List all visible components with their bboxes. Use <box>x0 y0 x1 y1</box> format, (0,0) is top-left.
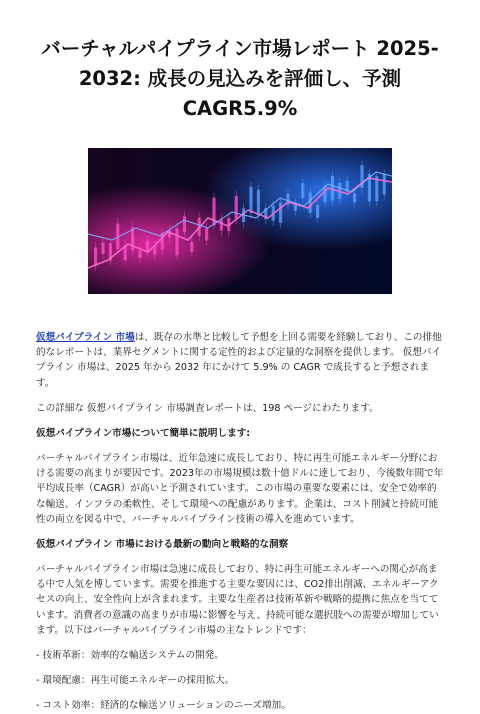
candle-body <box>249 187 252 213</box>
article-body <box>36 330 444 714</box>
candle-body <box>220 219 223 230</box>
candle-body <box>138 250 141 258</box>
candle-body <box>279 202 282 222</box>
section1-body: バーチャルパイプライン市場は、近年急速に成長しており、特に再生可能エネルギー分野における需要の高まりが要因です。2023年の市場規模は数十億ドルに達しており、今後数年間で年平均成長率（CAGR）が高いと予測されています。この市場の重要な要素には、安全で効率的な輸送、インフラの柔軟性、そして環境への配慮があります。企業は、コスト削減と持続可能性の両立を図る中で、バーチャルパイプライン技術の導入を進めています。 <box>36 453 444 525</box>
candle-body <box>301 183 304 198</box>
intro-text: は、既存の水準と比較して予想を上回る需要を経験しており、この排他的なレポートは、業界セグメントに関する定性的および定量的な洞察を提供します。 仮想パイプライン 市場は、2025 年から 2032 年にかけて 5.9% の CAGR で成長すると予想されます。 <box>36 332 442 389</box>
section1-heading: 仮想パイプライン市場について簡単に説明します: <box>36 428 251 440</box>
trend-bullet: - 環境配慮：再生可能エネルギーの採用拡大。 <box>36 675 235 687</box>
pages-note: この詳細な 仮想パイプライン 市場調査レポートは、198 ページにわたります。 <box>36 402 379 414</box>
trend-bullet: - コスト効率：経済的な輸送ソリューションのニーズ増加。 <box>36 700 291 712</box>
candle-body <box>146 241 149 252</box>
candle-body <box>235 196 238 219</box>
candle-body <box>94 247 97 265</box>
candle-body <box>205 228 208 240</box>
market-report-link[interactable]: 仮想パイプライン 市場 <box>36 332 135 343</box>
candle-body <box>316 205 319 218</box>
candle-body <box>309 192 312 212</box>
section2-body: バーチャルパイプライン市場は急速に成長しており、特に再生可能エネルギーへの関心が高まる中で人気を博しています。需要を推進する主要な要因には、CO2排出削減、エネルギーアクセスの向上、安全性向上が含まれます。主要な生産者は技術革新や戦略的提携に焦点を当てています。消費者の意識の高まりが市場に影響を与え、持続可能な選択肢への需要が増加しています。以下はバーチャルパイプライン市場の主なトレンドです： <box>36 564 439 636</box>
candle-body <box>101 243 104 254</box>
hero-chart-image <box>88 148 392 294</box>
candle-body <box>353 193 356 202</box>
page-title: バーチャルパイプライン市場レポート 2025-2032: 成長の見込みを評価し、予測CAGR5.9% <box>41 37 439 120</box>
candle-body <box>183 216 186 232</box>
candle-body <box>175 228 178 255</box>
intro-paragraph <box>36 330 444 391</box>
section2-heading: 仮想パイプライン 市場における最新の動向と戦略的な洞察 <box>36 539 289 551</box>
candle-body <box>190 242 193 252</box>
candle-body <box>257 190 260 215</box>
trend-bullet: - 技術革新：効率的な輸送システムの開発。 <box>36 650 224 662</box>
candle-body <box>383 174 386 194</box>
